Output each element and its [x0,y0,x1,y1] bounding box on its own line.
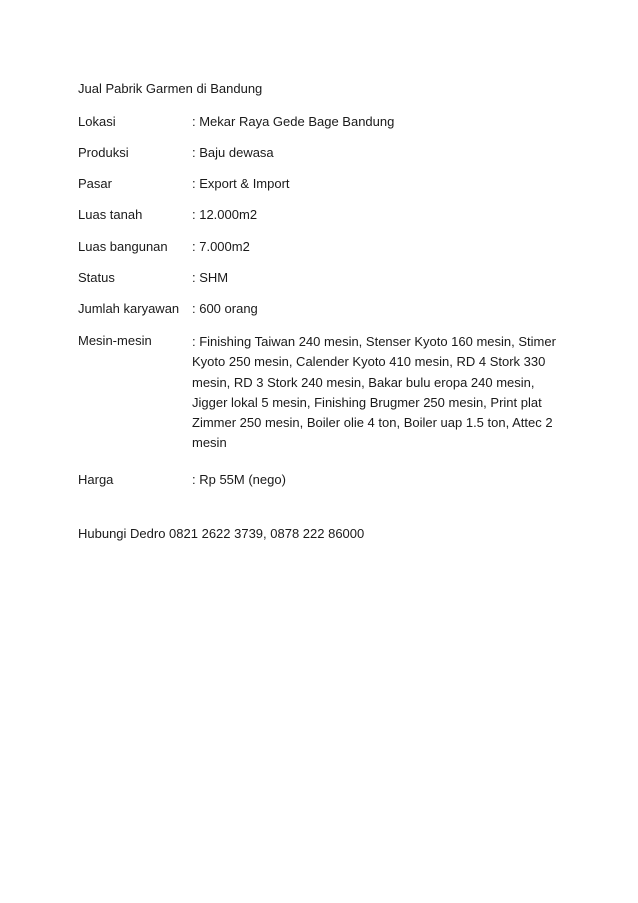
field-label: Produksi [78,145,129,160]
field-label: Pasar [78,176,112,191]
field-value: : Finishing Taiwan 240 mesin, Stenser Kyoto 160 mesin, Stimer Kyoto 250 mesin, Calender Kyoto 410 mesin, RD 4 Stork 330 mesin, RD 3 Stork 240 mesin, Bakar bulu eropa 240 mesin, Jigger lokal 5 mesin, Finishing Brugmer 250 mesin, Print plat Zimmer 250 mesin, Boiler olie 4 ton, Boiler uap 1.5 ton, Attec 2 mesin [192,334,556,451]
contact-line: Hubungi Dedro 0821 2622 3739, 0878 222 86000 [78,526,365,541]
field-label: Lokasi [78,114,116,129]
field-label: Luas tanah [78,207,143,222]
field-value: : Export & Import [192,176,290,191]
document-title: Jual Pabrik Garmen di Bandung [78,81,263,96]
field-label: Status [78,270,115,285]
field-value: : Baju dewasa [192,145,274,160]
field-label: Jumlah karyawan [78,301,180,316]
field-value: : 600 orang [192,301,258,316]
field-value: : SHM [192,270,229,285]
field-label: Mesin-mesin [78,333,152,348]
field-value: : 7.000m2 [192,239,250,254]
field-label: Luas bangunan [78,239,168,254]
field-value: : 12.000m2 [192,207,258,222]
field-value: : Rp 55M (nego) [192,472,286,487]
field-label: Harga [78,472,114,487]
field-value: : Mekar Raya Gede Bage Bandung [192,114,395,129]
